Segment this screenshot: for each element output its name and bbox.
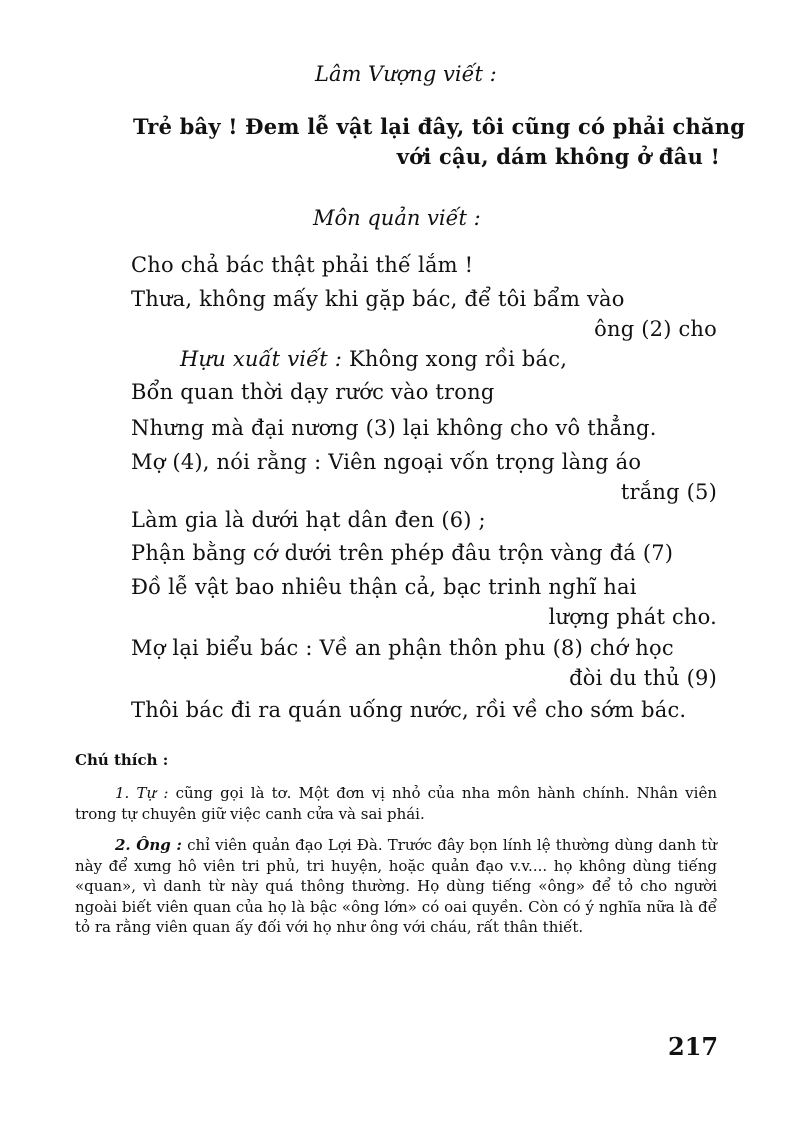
footnote-label: 2. Ông :	[115, 836, 182, 854]
footnote-label: 1. Tự :	[115, 784, 169, 802]
verse-line: Đồ lễ vật bao nhiêu thận cả, bạc trinh nghĩ hai	[131, 575, 637, 599]
verse-line: Thôi bác đi ra quán uống nước, rồi về cho sớm bác.	[131, 698, 687, 722]
verse-line: trắng (5)	[620, 480, 717, 504]
verse-line: Bổn quan thời dạy rước vào trong	[131, 380, 495, 404]
verse-line: Mợ (4), nói rằng : Viên ngoại vốn trọng làng áo	[131, 450, 642, 474]
verse-line: Cho chả bác thật phải thế lắm !	[131, 253, 474, 277]
verse-line: đòi du thủ (9)	[569, 666, 717, 690]
verse-line: với cậu, dám không ở đâu !	[396, 144, 720, 169]
heading-lam-vuong: Lâm Vượng viết :	[315, 62, 497, 86]
verse-line: Trẻ bây ! Đem lễ vật lại đây, tôi cũng có phải chăng	[133, 114, 746, 139]
verse-line: Thưa, không mấy khi gặp bác, để tôi bẩm vào	[131, 287, 625, 311]
heading-mon-quan: Môn quản viết :	[313, 206, 481, 230]
verse-text: Không xong rồi bác,	[348, 347, 568, 371]
verse-line: Làm gia là dưới hạt dân đen (6) ;	[131, 508, 486, 532]
verse-line: Phận bằng cớ dưới trên phép đâu trộn vàng đá (7)	[131, 541, 674, 565]
notes-title: Chú thích :	[75, 751, 169, 769]
verse-line: ông (2) cho	[594, 317, 717, 341]
verse-line: lượng phát cho.	[548, 605, 717, 629]
page-number: 217	[668, 1032, 719, 1061]
footnote-2	[75, 835, 717, 938]
verse-line-with-speaker	[180, 347, 567, 371]
speaker-label: Hựu xuất viết :	[180, 347, 343, 371]
verse-line: Mợ lại biểu bác : Về an phận thôn phu (8) chớ học	[131, 636, 674, 660]
verse-line: Nhưng mà đại nương (3) lại không cho vô thẳng.	[131, 416, 657, 440]
footnote-text: chỉ viên quản đạo Lợi Đà. Trước đây bọn lính lệ thường dùng danh từ này để xưng hô viên tri phủ, tri huyện, hoặc quản đạo v.v.... họ không dùng tiếng «quan», vì danh từ này quá thông thường. Họ dùng tiếng «ông» để tỏ cho người ngoài biết viên quan của họ là bậc «ông lớn» có oai quyền. Còn có ý nghĩa nữa là để tỏ ra rằng viên quan ấy đối với họ như ông với cháu, rất thân thiết.	[75, 836, 717, 937]
footnote-1	[75, 783, 717, 824]
footnote-text: cũng gọi là tơ. Một đơn vị nhỏ của nha môn hành chính. Nhân viên trong tự chuyên giữ việc canh cửa và sai phái.	[75, 784, 717, 823]
